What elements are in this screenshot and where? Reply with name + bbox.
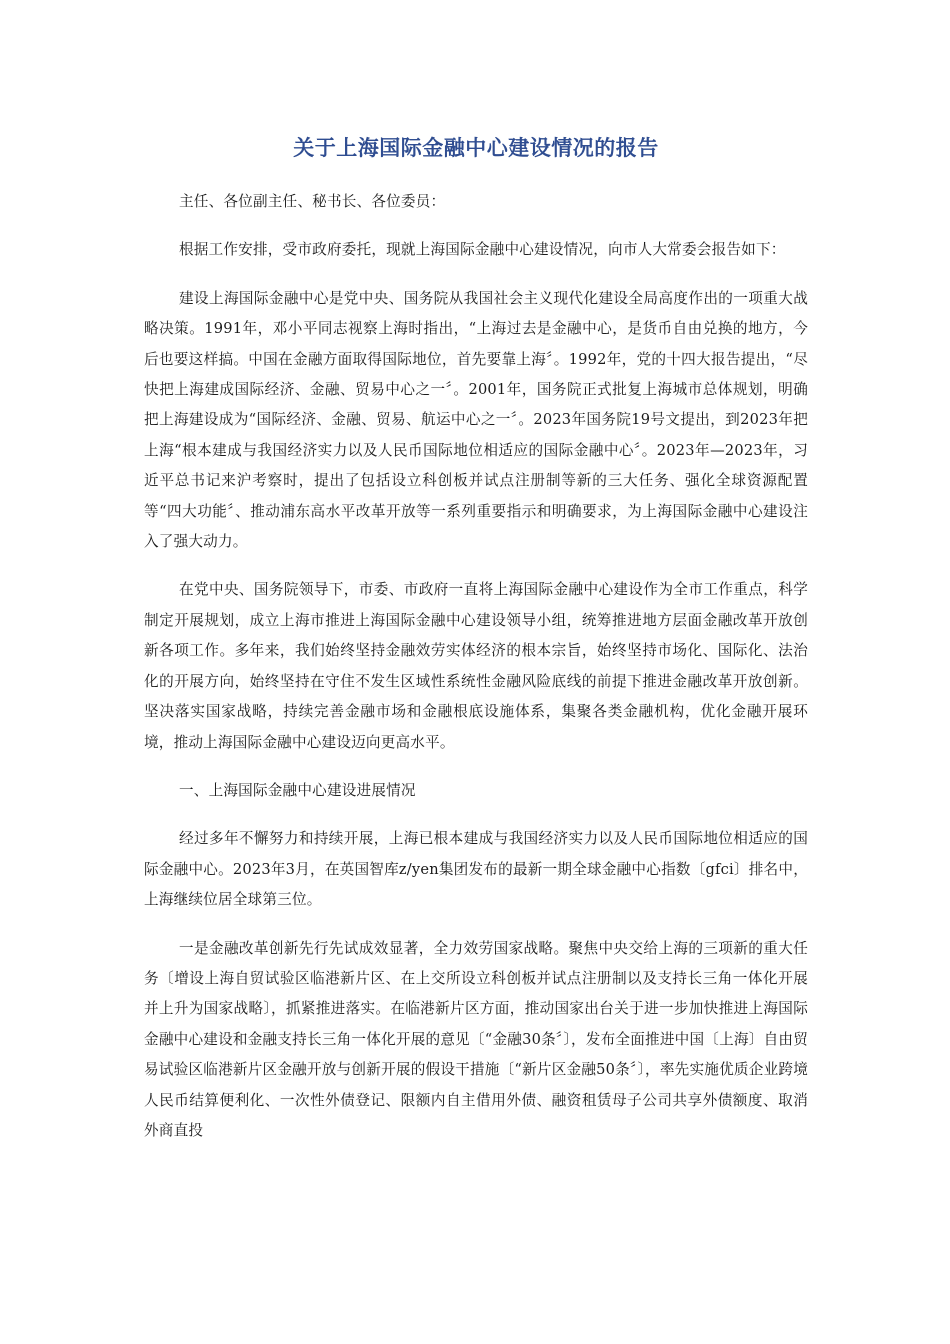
paragraph-background: 建设上海国际金融中心是党中央、国务院从我国社会主义现代化建设全局高度作出的一项重大战略决策。1991年，邓小平同志视察上海时指出，“上海过去是金融中心，是货币自由兑换的地方，今后也要这样搞。中国在金融方面取得国际地位，首先要靠上海〞。1992年，党的十四大报告提出，“尽快把上海建成国际经济、金融、贸易中心之一〞。2001年，国务院正式批复上海城市总体规划，明确把上海建设成为“国际经济、金融、贸易、航运中心之一〞。2023年国务院19号文提出，到2023年把上海“根本建成与我国经济实力以及人民币国际地位相适应的国际金融中心〞。2023年—2023年，习近平总书记来沪考察时，提出了包括设立科创板并试点注册制等新的三大任务、强化全球资源配置等“四大功能〞、推动浦东高水平改革开放等一系列重要指示和明确要求，为上海国际金融中心建设注入了强大动力。 — [144, 289, 808, 551]
paragraph-progress: 经过多年不懈努力和持续开展，上海已根本建成与我国经济实力以及人民币国际地位相适应的国际金融中心。2023年3月，在英国智库z/yen集团发布的最新一期全球金融中心指数〔gfci〕排名中，上海继续位居全球第三位。 — [144, 830, 808, 909]
section-heading: 一、上海国际金融中心建设进展情况 — [179, 781, 416, 799]
paragraph-leadership: 在党中央、国务院领导下，市委、市政府一直将上海国际金融中心建设作为全市工作重点，科学制定开展规划，成立上海市推进上海国际金融中心建设领导小组，统筹推进地方层面金融改革开放创新各项工作。多年来，我们始终坚持金融效劳实体经济的根本宗旨，始终坚持市场化、国际化、法治化的开展方向，始终坚持在守住不发生区域性系统性金融风险底线的前提下推进金融改革开放创新。坚决落实国家战略，持续完善金融市场和金融根底设施体系，集聚各类金融机构，优化金融开展环境，推动上海国际金融中心建设迈向更高水平。 — [144, 581, 808, 751]
document-page — [144, 128, 808, 1164]
paragraph-reform: 一是金融改革创新先行先试成效显著，全力效劳国家战略。聚焦中央交给上海的三项新的重大任务〔增设上海自贸试验区临港新片区、在上交所设立科创板并试点注册制以及支持长三角一体化开展并上升为国家战略〕，抓紧推进落实。在临港新片区方面，推动国家出台关于进一步加快推进上海国际金融中心建设和金融支持长三角一体化开展的意见〔“金融30条〞〕，发布全面推进中国〔上海〕自由贸易试验区临港新片区金融开放与创新开展的假设干措施〔“新片区金融50条〞〕，率先实施优质企业跨境人民币结算便利化、一次性外债登记、限额内自主借用外债、融资租赁母子公司共享外债额度、取消外商直投 — [144, 939, 808, 1139]
document-title: 关于上海国际金融中心建设情况的报告 — [293, 136, 659, 160]
paragraph-intro: 根据工作安排，受市政府委托，现就上海国际金融中心建设情况，向市人大常委会报告如下： — [179, 241, 786, 259]
salutation: 主任、各位副主任、秘书长、各位委员： — [179, 193, 446, 210]
